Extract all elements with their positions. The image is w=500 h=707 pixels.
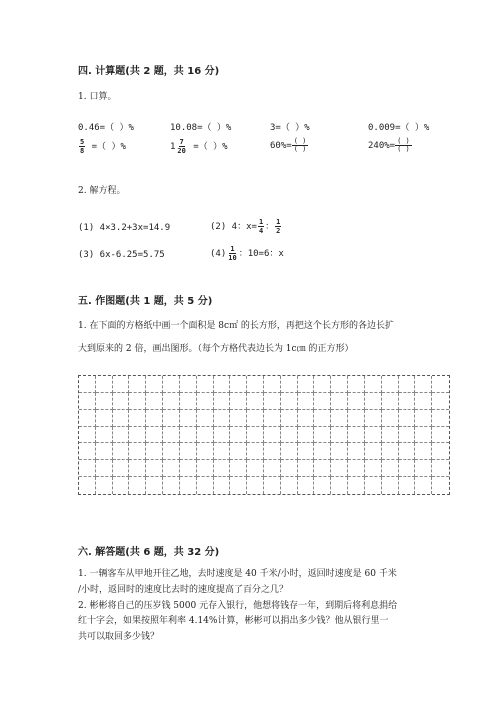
grid-cell[interactable] — [298, 376, 315, 393]
grid-cell[interactable] — [79, 477, 96, 494]
grid-cell[interactable] — [197, 427, 214, 444]
grid-cell[interactable] — [365, 443, 382, 460]
grid-cell[interactable] — [113, 460, 130, 477]
grid-cell[interactable] — [113, 393, 130, 410]
problem-line-5: 共可以取回多少钱？ — [78, 632, 160, 642]
problem-line-2: /小时，返回时的速度比去时的速度提高了百分之几？ — [78, 585, 289, 595]
grid-cell[interactable] — [331, 410, 348, 427]
grid-cell[interactable] — [331, 443, 348, 460]
grid-cell[interactable] — [298, 393, 315, 410]
grid-cell[interactable] — [129, 477, 146, 494]
grid-cell[interactable] — [314, 393, 331, 410]
grid-cell[interactable] — [79, 410, 96, 427]
grid-cell[interactable] — [432, 376, 449, 393]
grid-cell[interactable] — [230, 410, 247, 427]
equation-2: (2) 4：x= $\frac{1}{4}$ ： $\frac{1}{2}$ — [210, 218, 281, 235]
grid-cell[interactable] — [146, 410, 163, 427]
grid-cell[interactable] — [365, 393, 382, 410]
grid-cell[interactable] — [264, 427, 281, 444]
grid-cell[interactable] — [348, 460, 365, 477]
drawing-question-line-1: 1. 在下面的方格纸中画一个面积是 8c㎡ 的长方形，再把这个长方形的各边长扩 — [78, 321, 394, 331]
grid-cell[interactable] — [298, 477, 315, 494]
question-1-label: 1. 口算。 — [78, 92, 117, 102]
grid-cell[interactable] — [399, 427, 416, 444]
grid-cell[interactable] — [146, 443, 163, 460]
grid-cell[interactable] — [382, 427, 399, 444]
problem-line-3: 2. 彬彬将自己的压岁钱 5000 元存入银行，他想将钱存一年，到期后将利息捐给 — [78, 601, 398, 611]
grid-cell[interactable] — [348, 410, 365, 427]
grid-cell[interactable] — [113, 376, 130, 393]
grid-cell[interactable] — [113, 477, 130, 494]
fraction: $\frac{1}{10}$ — [228, 245, 237, 262]
grid-cell[interactable] — [180, 443, 197, 460]
grid-cell[interactable] — [281, 427, 298, 444]
grid-cell[interactable] — [415, 393, 432, 410]
grid-cell[interactable] — [214, 460, 231, 477]
grid-cell[interactable] — [382, 477, 399, 494]
grid-cell[interactable] — [382, 410, 399, 427]
grid-cell[interactable] — [214, 410, 231, 427]
oral-calc-6: 1 $\frac{7}{20}$ =（ ）% — [170, 138, 228, 155]
oral-calc-5: $\frac{5}{8}$ =（ ）% — [80, 138, 126, 155]
equation-4: (4) $\frac{1}{10}$ ：10=6：x — [210, 245, 284, 262]
grid-cell[interactable] — [382, 376, 399, 393]
equation-1: (1) 4×3.2+3x=14.9 — [78, 223, 171, 233]
section-6-title: 六. 解答题(共 6 题，共 32 分) — [78, 547, 220, 558]
grid-cell[interactable] — [348, 376, 365, 393]
grid-cell[interactable] — [432, 477, 449, 494]
grid-cell[interactable] — [298, 410, 315, 427]
grid-cell[interactable] — [365, 376, 382, 393]
grid-cell[interactable] — [382, 460, 399, 477]
grid-cell[interactable] — [348, 477, 365, 494]
grid-cell[interactable] — [197, 410, 214, 427]
oral-calc-1: 0.46=（ ）% — [78, 123, 134, 133]
square-grid-paper[interactable] — [78, 375, 450, 495]
grid-cell[interactable] — [247, 376, 264, 393]
grid-cell[interactable] — [180, 427, 197, 444]
fraction: $\frac{5}{8}$ — [80, 138, 85, 155]
grid-cell[interactable] — [314, 410, 331, 427]
grid-cell[interactable] — [331, 376, 348, 393]
fraction: $\frac{7}{20}$ — [177, 138, 186, 155]
grid-cell[interactable] — [348, 393, 365, 410]
grid-cell[interactable] — [432, 393, 449, 410]
grid-cell[interactable] — [180, 460, 197, 477]
grid-cell[interactable] — [281, 410, 298, 427]
grid-cell[interactable] — [314, 427, 331, 444]
grid-cell[interactable] — [314, 376, 331, 393]
grid-cell[interactable] — [264, 443, 281, 460]
grid-cell[interactable] — [79, 460, 96, 477]
blank-fraction: ( ) ( ) — [397, 137, 410, 153]
grid-cell[interactable] — [415, 410, 432, 427]
grid-cell[interactable] — [96, 376, 113, 393]
problem-line-4: 红十字会，如果按照年利率 4.14%计算，彬彬可以捐出多少钱？他从银行里一 — [78, 616, 389, 626]
grid-cell[interactable] — [163, 427, 180, 444]
grid-cell[interactable] — [432, 460, 449, 477]
grid-cell[interactable] — [399, 410, 416, 427]
grid-cell[interactable] — [281, 477, 298, 494]
grid-cell[interactable] — [230, 393, 247, 410]
grid-cell[interactable] — [146, 460, 163, 477]
grid-cell[interactable] — [247, 460, 264, 477]
grid-cell[interactable] — [281, 443, 298, 460]
grid-cell[interactable] — [331, 427, 348, 444]
grid-cell[interactable] — [96, 410, 113, 427]
grid-cell[interactable] — [415, 443, 432, 460]
grid-cell[interactable] — [415, 477, 432, 494]
oral-calc-7: 60%= ( ) ( ) — [270, 137, 307, 153]
grid-cell[interactable] — [247, 427, 264, 444]
fraction: $\frac{1}{4}$ — [258, 218, 264, 235]
blank-fraction: ( ) ( ) — [293, 137, 307, 153]
grid-cell[interactable] — [146, 376, 163, 393]
drawing-question-line-2: 大到原来的 2 倍，画出图形。（每个方格代表边长为 1c㎝ 的正方形） — [78, 344, 354, 354]
grid-cell[interactable] — [96, 477, 113, 494]
oral-calc-3: 3=（ ）% — [270, 123, 310, 133]
grid-cell[interactable] — [129, 443, 146, 460]
grid-cell[interactable] — [96, 443, 113, 460]
grid-cell[interactable] — [79, 443, 96, 460]
grid-cell[interactable] — [180, 376, 197, 393]
grid-cell[interactable] — [230, 443, 247, 460]
grid-cell[interactable] — [146, 393, 163, 410]
grid-cell[interactable] — [180, 393, 197, 410]
grid-cell[interactable] — [163, 443, 180, 460]
grid-cell[interactable] — [180, 477, 197, 494]
grid-cell[interactable] — [281, 393, 298, 410]
grid-cell[interactable] — [314, 460, 331, 477]
grid-cell[interactable] — [365, 477, 382, 494]
grid-cell[interactable] — [415, 460, 432, 477]
grid-cell[interactable] — [197, 393, 214, 410]
grid-cell[interactable] — [113, 443, 130, 460]
problem-line-1: 1. 一辆客车从甲地开往乙地，去时速度是 40 千米/小时，返回时速度是 60 千米 — [78, 569, 397, 579]
question-2-label: 2. 解方程。 — [78, 186, 126, 196]
grid-cell[interactable] — [331, 477, 348, 494]
grid-cell[interactable] — [146, 427, 163, 444]
grid-cell[interactable] — [314, 443, 331, 460]
grid-cell[interactable] — [214, 376, 231, 393]
grid-cell[interactable] — [129, 376, 146, 393]
grid-cell[interactable] — [180, 410, 197, 427]
grid-cell[interactable] — [382, 393, 399, 410]
grid-cell[interactable] — [163, 393, 180, 410]
grid-cell[interactable] — [96, 393, 113, 410]
grid-cell[interactable] — [331, 393, 348, 410]
grid-cell[interactable] — [399, 443, 416, 460]
grid-cell[interactable] — [382, 443, 399, 460]
grid-cell[interactable] — [247, 393, 264, 410]
grid-cell[interactable] — [129, 427, 146, 444]
grid-cell[interactable] — [264, 410, 281, 427]
grid-cell[interactable] — [399, 393, 416, 410]
grid-cell[interactable] — [197, 460, 214, 477]
grid-cell[interactable] — [230, 376, 247, 393]
grid-cell[interactable] — [146, 477, 163, 494]
grid-cell[interactable] — [415, 427, 432, 444]
grid-cell[interactable] — [365, 427, 382, 444]
oral-calc-4: 0.009=（ ）% — [368, 123, 430, 133]
grid-cell[interactable] — [230, 460, 247, 477]
grid-cell[interactable] — [399, 477, 416, 494]
grid-cell[interactable] — [247, 477, 264, 494]
grid-cell[interactable] — [399, 460, 416, 477]
grid-cell[interactable] — [214, 477, 231, 494]
grid-cell[interactable] — [264, 460, 281, 477]
grid-cell[interactable] — [432, 427, 449, 444]
grid-cell[interactable] — [113, 410, 130, 427]
equation-3: (3) 6x-6.25=5.75 — [78, 250, 165, 260]
grid-cell[interactable] — [113, 427, 130, 444]
grid-cell[interactable] — [247, 410, 264, 427]
section-4-title: 四. 计算题(共 2 题，共 16 分) — [78, 66, 220, 77]
oral-calc-8: 240%= ( ) ( ) — [368, 137, 410, 153]
grid-cell[interactable] — [230, 477, 247, 494]
grid-cell[interactable] — [399, 376, 416, 393]
grid-cell[interactable] — [163, 460, 180, 477]
grid-cell[interactable] — [298, 460, 315, 477]
grid-cell[interactable] — [264, 477, 281, 494]
grid-cell[interactable] — [214, 393, 231, 410]
grid-cell[interactable] — [298, 427, 315, 444]
oral-calc-2: 10.08=（ ）% — [170, 123, 232, 133]
grid-cell[interactable] — [96, 460, 113, 477]
grid-cell[interactable] — [163, 376, 180, 393]
grid-cell[interactable] — [314, 477, 331, 494]
section-5-title: 五. 作图题(共 1 题，共 5 分) — [78, 296, 213, 307]
grid-cell[interactable] — [197, 443, 214, 460]
grid-cell[interactable] — [163, 477, 180, 494]
grid-cell[interactable] — [197, 477, 214, 494]
grid-cell[interactable] — [365, 460, 382, 477]
grid-cell[interactable] — [129, 393, 146, 410]
grid-cell[interactable] — [129, 410, 146, 427]
grid-cell[interactable] — [79, 393, 96, 410]
grid-cell[interactable] — [79, 427, 96, 444]
grid-cell[interactable] — [197, 376, 214, 393]
grid-cell[interactable] — [230, 427, 247, 444]
grid-cell[interactable] — [281, 376, 298, 393]
grid-cell[interactable] — [79, 376, 96, 393]
grid-cell[interactable] — [214, 427, 231, 444]
grid-cell[interactable] — [129, 460, 146, 477]
grid-cell[interactable] — [365, 410, 382, 427]
grid-cell[interactable] — [214, 443, 231, 460]
grid-cell[interactable] — [348, 443, 365, 460]
grid-cell[interactable] — [348, 427, 365, 444]
grid-cell[interactable] — [331, 460, 348, 477]
grid-cell[interactable] — [281, 460, 298, 477]
grid-cell[interactable] — [264, 393, 281, 410]
fraction: $\frac{1}{2}$ — [276, 218, 281, 235]
grid-cell[interactable] — [96, 427, 113, 444]
grid-cell[interactable] — [163, 410, 180, 427]
grid-cell[interactable] — [247, 443, 264, 460]
grid-cell[interactable] — [432, 410, 449, 427]
grid-cell[interactable] — [264, 376, 281, 393]
grid-cell[interactable] — [415, 376, 432, 393]
grid-cell[interactable] — [298, 443, 315, 460]
grid-cell[interactable] — [432, 443, 449, 460]
